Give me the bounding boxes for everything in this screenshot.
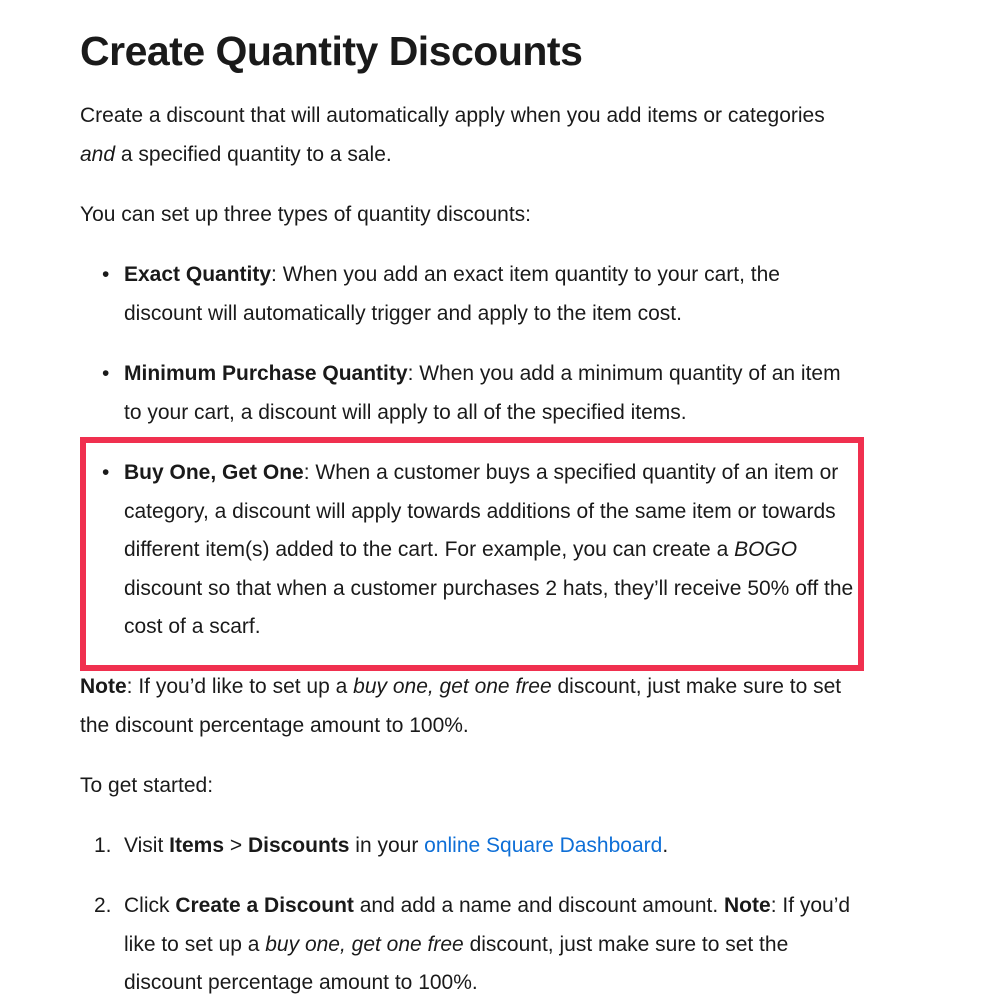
step-1-discounts: Discounts <box>247 834 350 857</box>
desc-exact-quantity: : When you add an exact item quantity to your cart, the discount will automatically trigger and apply to the item cost. <box>124 263 780 325</box>
step-2-text-2: and add a name and discount amount. <box>353 894 725 917</box>
step-1-items: Items <box>169 834 224 857</box>
intro-paragraph <box>80 97 850 174</box>
step-number: 2. <box>94 894 112 917</box>
intro-text-1: Create a discount that will automatically apply when you add items or categories <box>80 104 825 127</box>
desc-buy-one-get-one-1: : When a customer buys a specified quantity of an item or category, a discount will apply towards additions of the same item or towards different item(s) added to the cart. For example, you can create a <box>124 461 839 561</box>
desc-buy-one-get-one-2: discount so that when a customer purchases 2 hats, they’ll receive 50% off the cost of a scarf. <box>124 576 854 638</box>
step-number: 1. <box>94 834 112 857</box>
intro-italic: and <box>80 142 116 166</box>
step-2-text-3: : If you’d like to set up a <box>124 894 851 956</box>
bullet: • <box>102 263 110 286</box>
list-item-minimum-purchase-quantity <box>102 355 854 432</box>
step-2 <box>94 887 854 1003</box>
note-text-2: discount, just make sure to set the discount percentage amount to 100%. <box>80 675 842 737</box>
bullet: • <box>102 362 110 385</box>
step-1-period: . <box>662 834 669 857</box>
desc-buy-one-get-one-italic: BOGO <box>734 538 798 561</box>
step-2-text-4: discount, just make sure to set the discount percentage amount to 100%. <box>124 932 789 994</box>
dashboard-link[interactable]: online Square Dashboard <box>424 834 663 857</box>
get-started-heading: To get started: <box>80 774 214 797</box>
list-item-exact-quantity <box>102 256 854 333</box>
list-item-buy-one-get-one <box>102 454 854 647</box>
page-title: Create Quantity Discounts <box>80 28 583 74</box>
note-label: Note <box>80 675 127 698</box>
step-2-create-discount: Create a Discount <box>175 894 354 917</box>
types-intro: You can set up three types of quantity discounts: <box>80 203 532 226</box>
term-minimum-purchase-quantity: Minimum Purchase Quantity <box>124 362 408 385</box>
note-paragraph <box>80 668 850 745</box>
term-buy-one-get-one: Buy One, Get One <box>124 461 304 484</box>
intro-text-2: a specified quantity to a sale. <box>115 142 392 166</box>
note-text-1: : If you’d like to set up a <box>126 675 354 698</box>
step-1 <box>94 827 854 866</box>
bullet: • <box>102 461 110 484</box>
step-1-separator: > <box>224 834 248 857</box>
step-2-italic: buy one, get one free <box>265 932 464 956</box>
step-1-text-1: Visit <box>124 834 170 857</box>
term-exact-quantity: Exact Quantity <box>124 263 272 286</box>
note-italic: buy one, get one free <box>353 675 552 698</box>
step-2-text-1: Click <box>124 894 176 917</box>
desc-minimum-purchase-quantity: : When you add a minimum quantity of an item to your cart, a discount will apply to all of the specified items. <box>124 362 841 424</box>
step-2-note-label: Note <box>724 894 771 917</box>
step-1-text-3: in your <box>349 834 425 857</box>
